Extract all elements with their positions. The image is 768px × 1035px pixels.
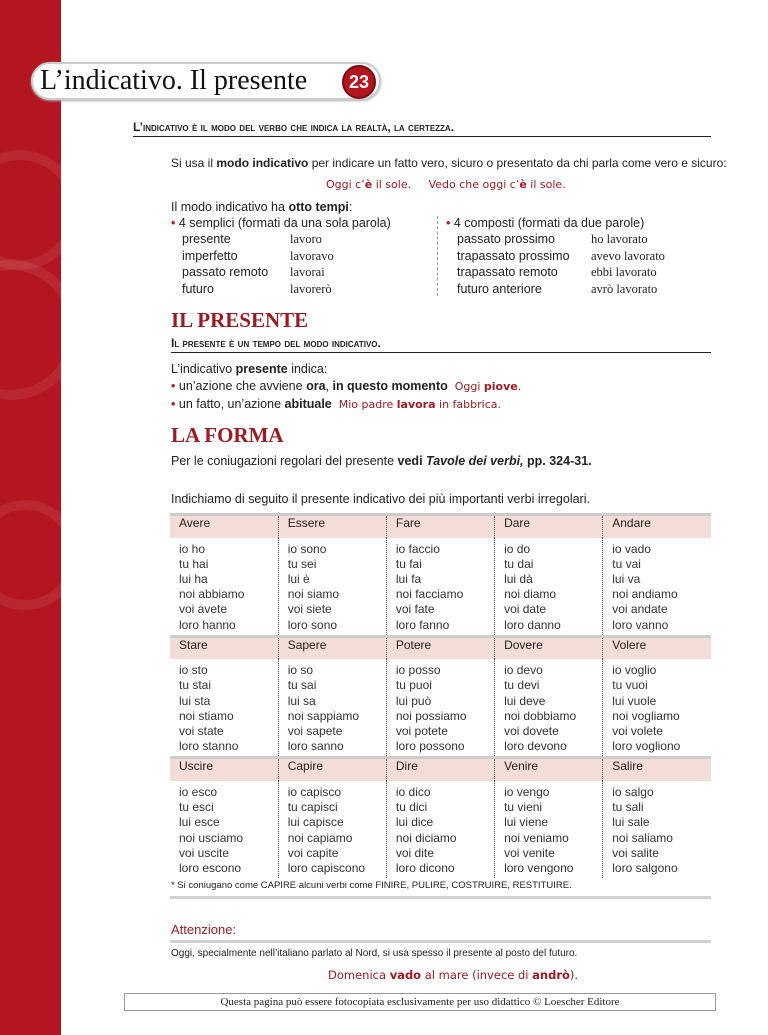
verb-form: tu puoi [395, 678, 432, 693]
verb-header-row [170, 636, 711, 659]
verb-form: loro vogliono [612, 739, 681, 754]
verb-form: io vado [612, 541, 651, 556]
verb-form: loro fanno [395, 617, 450, 632]
verb-form: lui va [612, 571, 641, 586]
verb-form: tu dici [395, 800, 428, 815]
simple-tenses-table [182, 231, 334, 297]
verb-form: noi usciamo [179, 830, 244, 845]
verb-forms-row [170, 781, 711, 878]
verb-form: io salgo [612, 784, 654, 799]
verb-form: noi capiamo [287, 830, 353, 845]
verb-forms [495, 538, 603, 637]
verb-forms [386, 538, 494, 637]
verb-form: noi vogliamo [612, 708, 680, 723]
verb-forms [495, 781, 603, 878]
attenzione-heading: Attenzione: [171, 922, 237, 937]
verb-form: voi state [179, 724, 224, 739]
tense-name: futuro [182, 281, 214, 296]
verb-forms [603, 538, 711, 637]
verb-form: lui esce [179, 815, 220, 830]
verb-form: lui ha [179, 571, 208, 586]
heading-il-presente: IL PRESENTE [171, 308, 309, 332]
verb-form: lui sa [287, 693, 316, 708]
verb-form: io so [287, 663, 314, 678]
verb-form: lui sale [612, 815, 650, 830]
verb-form: noi stiamo [179, 708, 234, 723]
rule-presente: Il presente è un tempo del modo indicativo. [171, 336, 711, 353]
verb-form: loro hanno [179, 617, 236, 632]
tense-row [182, 281, 334, 298]
verb-form: noi sappiamo [287, 708, 360, 723]
verb-form: loro salgono [612, 860, 678, 875]
divider [170, 896, 711, 899]
attenzione-example: Domenica vado al mare (invece di andrò). [328, 968, 579, 982]
verb-form: noi veniamo [504, 830, 569, 845]
verb-name: Fare [386, 515, 494, 538]
verb-form: io do [504, 541, 531, 556]
verb-forms-row [170, 659, 711, 758]
verb-form: io ho [179, 541, 206, 556]
verb-form: voi uscite [179, 845, 230, 860]
verb-forms [495, 659, 603, 758]
verb-form: voi venite [504, 845, 555, 860]
verb-form: noi dobbiamo [504, 708, 577, 723]
verb-name: Venire [495, 758, 603, 781]
verb-name: Sapere [278, 636, 386, 659]
tense-name: passato remoto [182, 265, 269, 279]
verb-form: tu devi [504, 678, 540, 693]
verb-name: Volere [603, 636, 711, 659]
verb-form: voi avete [179, 602, 228, 617]
tense-example: avevo lavorato [591, 248, 665, 263]
tense-row [457, 281, 665, 298]
verb-form: lui deve [504, 693, 546, 708]
verb-form: io capisco [287, 784, 342, 799]
verb-form: loro sanno [287, 739, 344, 754]
verb-form: noi abbiamo [179, 587, 245, 602]
tense-example: avrò lavorato [591, 281, 658, 296]
tense-row [457, 231, 665, 248]
verb-forms [278, 659, 386, 758]
column-divider [437, 216, 438, 296]
verb-form: voi fate [395, 602, 435, 617]
verb-form: voi salite [612, 845, 659, 860]
simple-label: • 4 semplici (formati da una sola parola) [171, 216, 391, 230]
verb-form: tu dai [504, 556, 534, 571]
irregular-verbs-table [170, 513, 711, 878]
verb-form: noi siamo [287, 587, 340, 602]
verb-form: noi diamo [504, 587, 557, 602]
forma-irregolari-text: Indichiamo di seguito il presente indicativo dei più importanti verbi irregolari. [171, 492, 590, 506]
verb-form: io faccio [395, 541, 440, 556]
verb-form: loro stanno [179, 739, 239, 754]
attenzione-text: Oggi, specialmente nell’italiano parlato al Nord, si usa spesso il presente al posto del futuro. [171, 948, 578, 959]
verb-forms [386, 659, 494, 758]
verb-forms-row [170, 538, 711, 637]
verb-form: voi volete [612, 724, 663, 739]
verb-form: voi dovete [504, 724, 559, 739]
verb-form: io vengo [504, 784, 550, 799]
verb-form: io dico [395, 784, 431, 799]
tense-row [182, 248, 334, 265]
intro-paragraph: Si usa il modo indicativo per indicare un fatto vero, sicuro o presentato da chi parla come vero e sicuro: [171, 156, 727, 170]
verb-form: voi sapete [287, 724, 343, 739]
tense-example: lavorerò [290, 281, 332, 296]
verb-forms [603, 659, 711, 758]
verb-name: Essere [278, 515, 386, 538]
verb-form: voi capite [287, 845, 339, 860]
verb-form: loro danno [504, 617, 561, 632]
verb-header-row [170, 515, 711, 538]
verb-form: io devo [504, 663, 543, 678]
verb-form: loro vengono [504, 860, 574, 875]
tense-name: imperfetto [182, 248, 238, 263]
verb-form: io sto [179, 663, 208, 678]
tense-row [457, 264, 665, 281]
verb-form: voi dite [395, 845, 434, 860]
verb-form: tu stai [179, 678, 212, 693]
verb-form: lui dice [395, 815, 434, 830]
verb-forms [170, 781, 278, 878]
heading-la-forma: LA FORMA [171, 423, 284, 447]
verb-name: Capire [278, 758, 386, 781]
verb-form: loro vanno [612, 617, 669, 632]
verb-form: noi possiamo [395, 708, 467, 723]
verb-form: loro capiscono [287, 860, 366, 875]
verb-form: voi potete [395, 724, 448, 739]
verb-form: tu vai [612, 556, 641, 571]
verb-form: loro escono [179, 860, 242, 875]
verb-form: lui vuole [612, 693, 657, 708]
chapter-badge: 23 [342, 65, 376, 99]
copyright-footer: Questa pagina può essere fotocopiata esclusivamente per uso didattico © Loescher Editore [124, 993, 716, 1011]
verb-name: Potere [386, 636, 494, 659]
verb-form: lui fa [395, 571, 422, 586]
verb-form: tu sai [287, 678, 317, 693]
verb-form: lui sta [179, 693, 211, 708]
verb-form: lui è [287, 571, 310, 586]
verb-name: Stare [170, 636, 278, 659]
verb-form: loro dicono [395, 860, 455, 875]
verb-forms [603, 781, 711, 878]
decorative-ring [0, 500, 61, 610]
verb-form: loro devono [504, 739, 567, 754]
red-sidebar [0, 0, 61, 1035]
tense-row [457, 248, 665, 265]
tense-name: passato prossimo [457, 232, 555, 246]
tense-row [182, 231, 334, 248]
tense-example: lavorai [290, 265, 325, 279]
verb-form: tu fai [395, 556, 422, 571]
verb-name: Avere [170, 515, 278, 538]
verb-forms [170, 538, 278, 637]
verb-form: tu esci [179, 800, 214, 815]
example-sole: Oggi c’è il sole. Vedo che oggi c’è il sole. [326, 178, 566, 191]
verb-form: noi facciamo [395, 587, 464, 602]
verb-form: noi saliamo [612, 830, 673, 845]
tense-example: ho lavorato [591, 232, 648, 246]
verb-form: loro sono [287, 617, 338, 632]
otto-tempi-text: Il modo indicativo ha otto tempi: [171, 200, 353, 214]
verb-form: tu hai [179, 556, 209, 571]
verb-name: Dire [386, 758, 494, 781]
verb-name: Dare [495, 515, 603, 538]
bullet-ora: • un’azione che avviene ora, in questo momento Oggi piove. [171, 379, 522, 393]
verb-form: io esco [179, 784, 218, 799]
verb-form: io voglio [612, 663, 657, 678]
rule-indicativo: L’indicativo è il modo del verbo che indica la realtà, la certezza. [133, 120, 711, 137]
tense-example: lavoro [290, 232, 322, 246]
verb-name: Andare [603, 515, 711, 538]
bullet-abituale: • un fatto, un’azione abituale Mio padre lavora in fabbrica. [171, 397, 501, 411]
verb-form: voi andate [612, 602, 668, 617]
tense-name: trapassato prossimo [457, 248, 570, 263]
verb-form: noi andiamo [612, 587, 678, 602]
verb-form: io sono [287, 541, 327, 556]
verb-form: voi date [504, 602, 547, 617]
compound-tenses-table [457, 231, 665, 297]
verb-form: loro possono [395, 739, 465, 754]
compound-label: • 4 composti (formati da due parole) [446, 216, 645, 230]
verb-header-row [170, 758, 711, 781]
verb-form: tu vuoi [612, 678, 648, 693]
verb-forms [386, 781, 494, 878]
verb-form: voi siete [287, 602, 332, 617]
verb-form: io posso [395, 663, 441, 678]
verb-form: lui può [395, 693, 432, 708]
verb-form: lui dà [504, 571, 533, 586]
tense-example: ebbi lavorato [591, 265, 657, 279]
verb-name: Dovere [495, 636, 603, 659]
verb-form: lui capisce [287, 815, 344, 830]
verb-name: Salire [603, 758, 711, 781]
verb-form: tu sei [287, 556, 317, 571]
verb-form: tu capisci [287, 800, 338, 815]
footnote: * Si coniugano come CAPIRE alcuni verbi come FINIRE, PULIRE, COSTRUIRE, RESTITUIRE. [171, 880, 572, 891]
verb-form: tu sali [612, 800, 644, 815]
divider [170, 940, 711, 943]
presente-intro: L’indicativo presente indica: [171, 362, 328, 376]
decorative-ring [0, 260, 61, 400]
decorative-ring [0, 150, 61, 270]
tense-name: presente [182, 232, 231, 246]
verb-forms [170, 659, 278, 758]
tense-row [182, 264, 334, 281]
verb-form: tu vieni [504, 800, 543, 815]
tense-name: futuro anteriore [457, 281, 542, 296]
verb-form: noi diciamo [395, 830, 457, 845]
verb-forms [278, 781, 386, 878]
forma-paragraph: Per le coniugazioni regolari del presente vedi Tavole dei verbi, pp. 324-31. [171, 454, 592, 468]
tense-example: lavoravo [290, 248, 334, 263]
verb-form: lui viene [504, 815, 549, 830]
verb-name: Uscire [170, 758, 278, 781]
tense-name: trapassato remoto [457, 265, 558, 279]
page-title: L’indicativo. Il presente [40, 65, 308, 96]
verb-forms [278, 538, 386, 637]
